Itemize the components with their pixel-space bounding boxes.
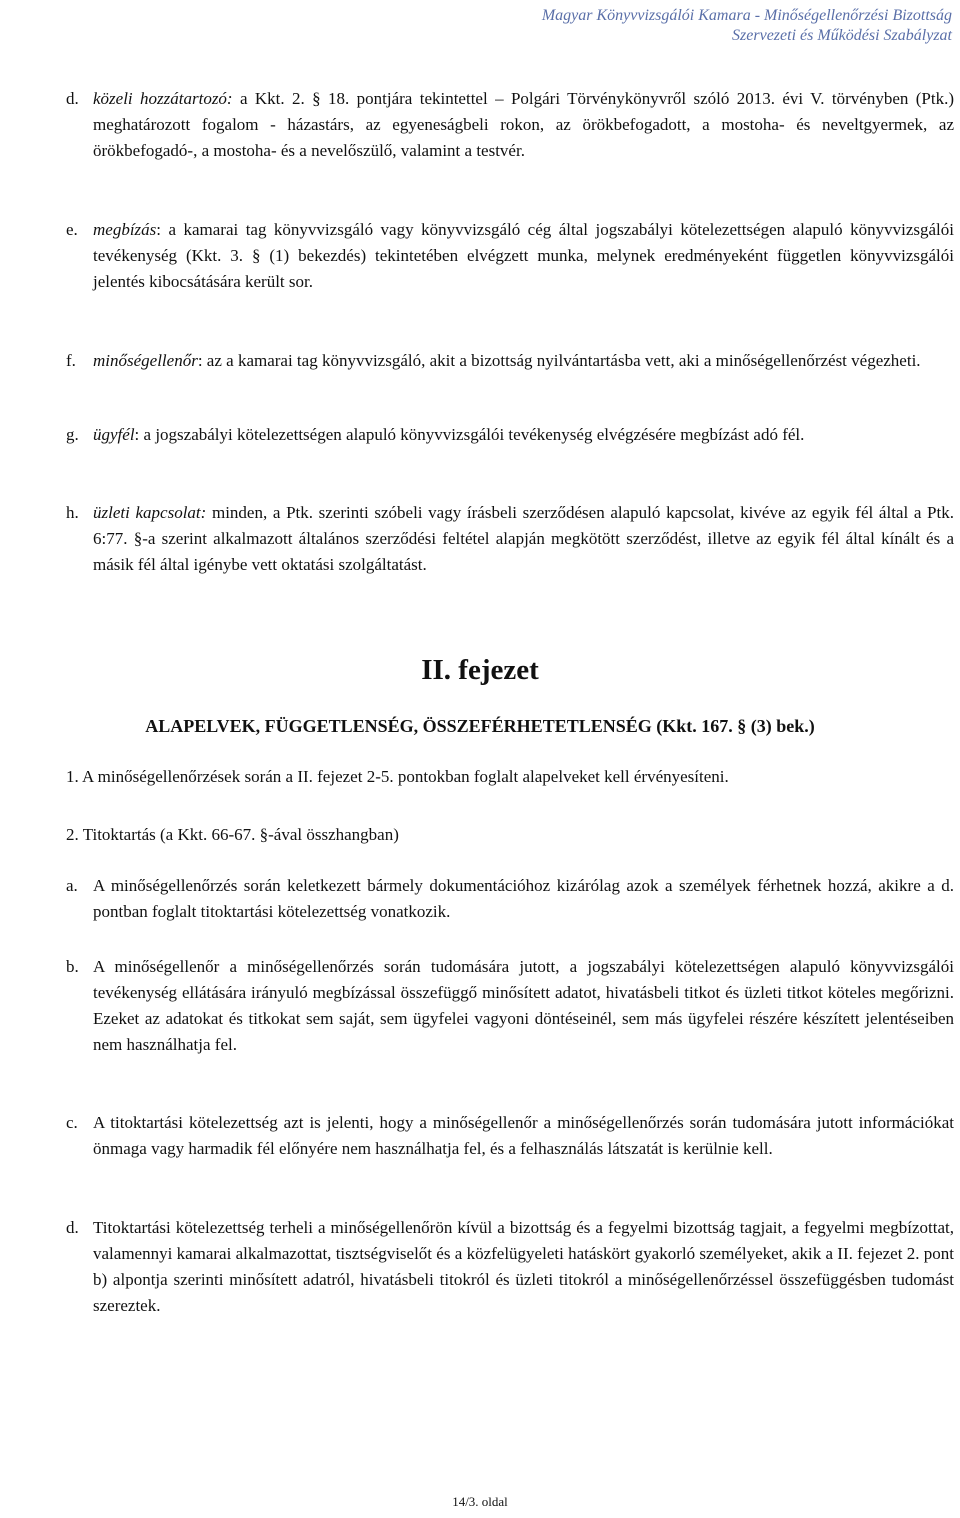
definition-term: minőségellenőr [93, 351, 198, 370]
subpoint-a [66, 873, 954, 925]
subpoint-text: A titoktartási kötelezettség azt is jelenti, hogy a minőségellenőr a minőségellenőrzés során tudomására jutott információkat önmaga vagy harmadik fél előnyére nem használhatja fel, és a felhasználás látszatát is kerülnie kell. [93, 1113, 954, 1158]
definition-e [66, 217, 954, 295]
definition-text: : a kamarai tag könyvvizsgáló vagy könyvvizsgáló cég által jogszabályi kötelezettségen alapuló könyvvizsgálói tevékenység (Kkt. 3. § (1) bekezdés) tekintetében elvégzett munka, melynek eredményeként független könyvvizsgálói jelentés kibocsátására került sor. [93, 220, 954, 291]
definition-text: a Kkt. 2. § 18. pontjára tekintettel – Polgári Törvénykönyvről szóló 2013. évi V. törvényben (Ptk.) meghatározott fogalom - házastárs, az egyeneságbeli rokon, az örökbefogadott, a mostoha- és neveltgyermek, az örökbefogadó-, a mostoha- és a nevelőszülő, valamint a testvér. [93, 89, 954, 160]
chapter-title: II. fejezet [421, 654, 539, 686]
definition-label: g. [66, 425, 79, 444]
subpoint-d [66, 1215, 954, 1319]
subpoint-label: d. [66, 1218, 79, 1237]
definition-text: : a jogszabályi kötelezettségen alapuló könyvvizsgálói tevékenység elvégzésére megbízást adó fél. [134, 425, 805, 444]
definition-label: d. [66, 89, 79, 108]
definition-label: f. [66, 351, 76, 370]
definition-text: : az a kamarai tag könyvvizsgáló, akit a bizottság nyilvántartásba vett, aki a minőségellenőrzést végezheti. [197, 351, 921, 370]
header-line-1: Magyar Könyvvizsgálói Kamara - Minőségellenőrzési Bizottság [541, 7, 952, 24]
subpoint-label: c. [66, 1113, 78, 1132]
subpoint-text: A minőségellenőrzés során keletkezett bármely dokumentációhoz kizárólag azok a személyek férhetnek hozzá, akikre a d. pontban foglalt titoktartási kötelezettség vonatkozik. [93, 876, 954, 921]
definition-term: megbízás [93, 220, 157, 239]
header-line-2: Szervezeti és Működési Szabályzat [732, 27, 952, 44]
definition-d [66, 86, 954, 164]
chapter-subtitle: ALAPELVEK, FÜGGETLENSÉG, ÖSSZEFÉRHETETLENSÉG (Kkt. 167. § (3) bek.) [145, 716, 815, 736]
page-number: 14/3. oldal [452, 1494, 508, 1509]
point-text: 2. Titoktartás (a Kkt. 66-67. §-ával összhangban) [66, 825, 399, 844]
definition-label: h. [66, 503, 79, 522]
definition-term: közeli hozzátartozó: [93, 89, 233, 108]
definition-h [66, 500, 954, 578]
subpoint-label: a. [66, 876, 78, 895]
definition-term: ügyfél [93, 425, 135, 444]
point-2 [66, 822, 954, 848]
subpoint-b [66, 954, 954, 1058]
definition-term: üzleti kapcsolat: [93, 503, 207, 522]
page-header [542, 6, 952, 46]
subpoint-label: b. [66, 957, 79, 976]
definition-label: e. [66, 220, 78, 239]
point-text: 1. A minőségellenőrzések során a II. fejezet 2-5. pontokban foglalt alapelveket kell érvényesíteni. [66, 767, 729, 786]
subpoint-c [66, 1110, 954, 1162]
definition-text: minden, a Ptk. szerinti szóbeli vagy írásbeli szerződésen alapuló kapcsolat, kivéve az egyik fél által a Ptk. 6:77. §-a szerint alkalmazott általános szerződési feltétel alapján megkötött szerződést, illetve az egyik fél által kínált és a másik fél által igénybe vett oktatási szolgáltatást. [93, 503, 954, 574]
definition-g [66, 422, 954, 448]
subpoint-text: Titoktartási kötelezettség terheli a minőségellenőrön kívül a bizottság és a fegyelmi bizottság tagjait, a fegyelmi megbízottat, valamennyi kamarai alkalmazottat, tisztségviselőt és a közfelügyeleti hatáskört gyakorló személyeket, akik a II. fejezet 2. pont b) alpontja szerinti minősített adatról, hivatásbeli titokról és üzleti titokról a minőségellenőrzéssel összefüggésben tudomást szereztek. [93, 1218, 954, 1315]
definition-f [66, 348, 954, 374]
subpoint-text: A minőségellenőr a minőségellenőrzés során tudomására jutott, a jogszabályi kötelezettségen alapuló könyvvizsgálói tevékenység ellátására irányuló megbízással összefüggő minősített adatot, hivatásbeli titkot és üzleti titkot köteles megőrizni. Ezeket az adatokat és titkokat sem saját, sem ügyfelei vagyoni döntéseinél, sem más ügyfelei részére készített jelentéseiben nem használhatja fel. [93, 957, 954, 1054]
point-1 [66, 764, 954, 790]
